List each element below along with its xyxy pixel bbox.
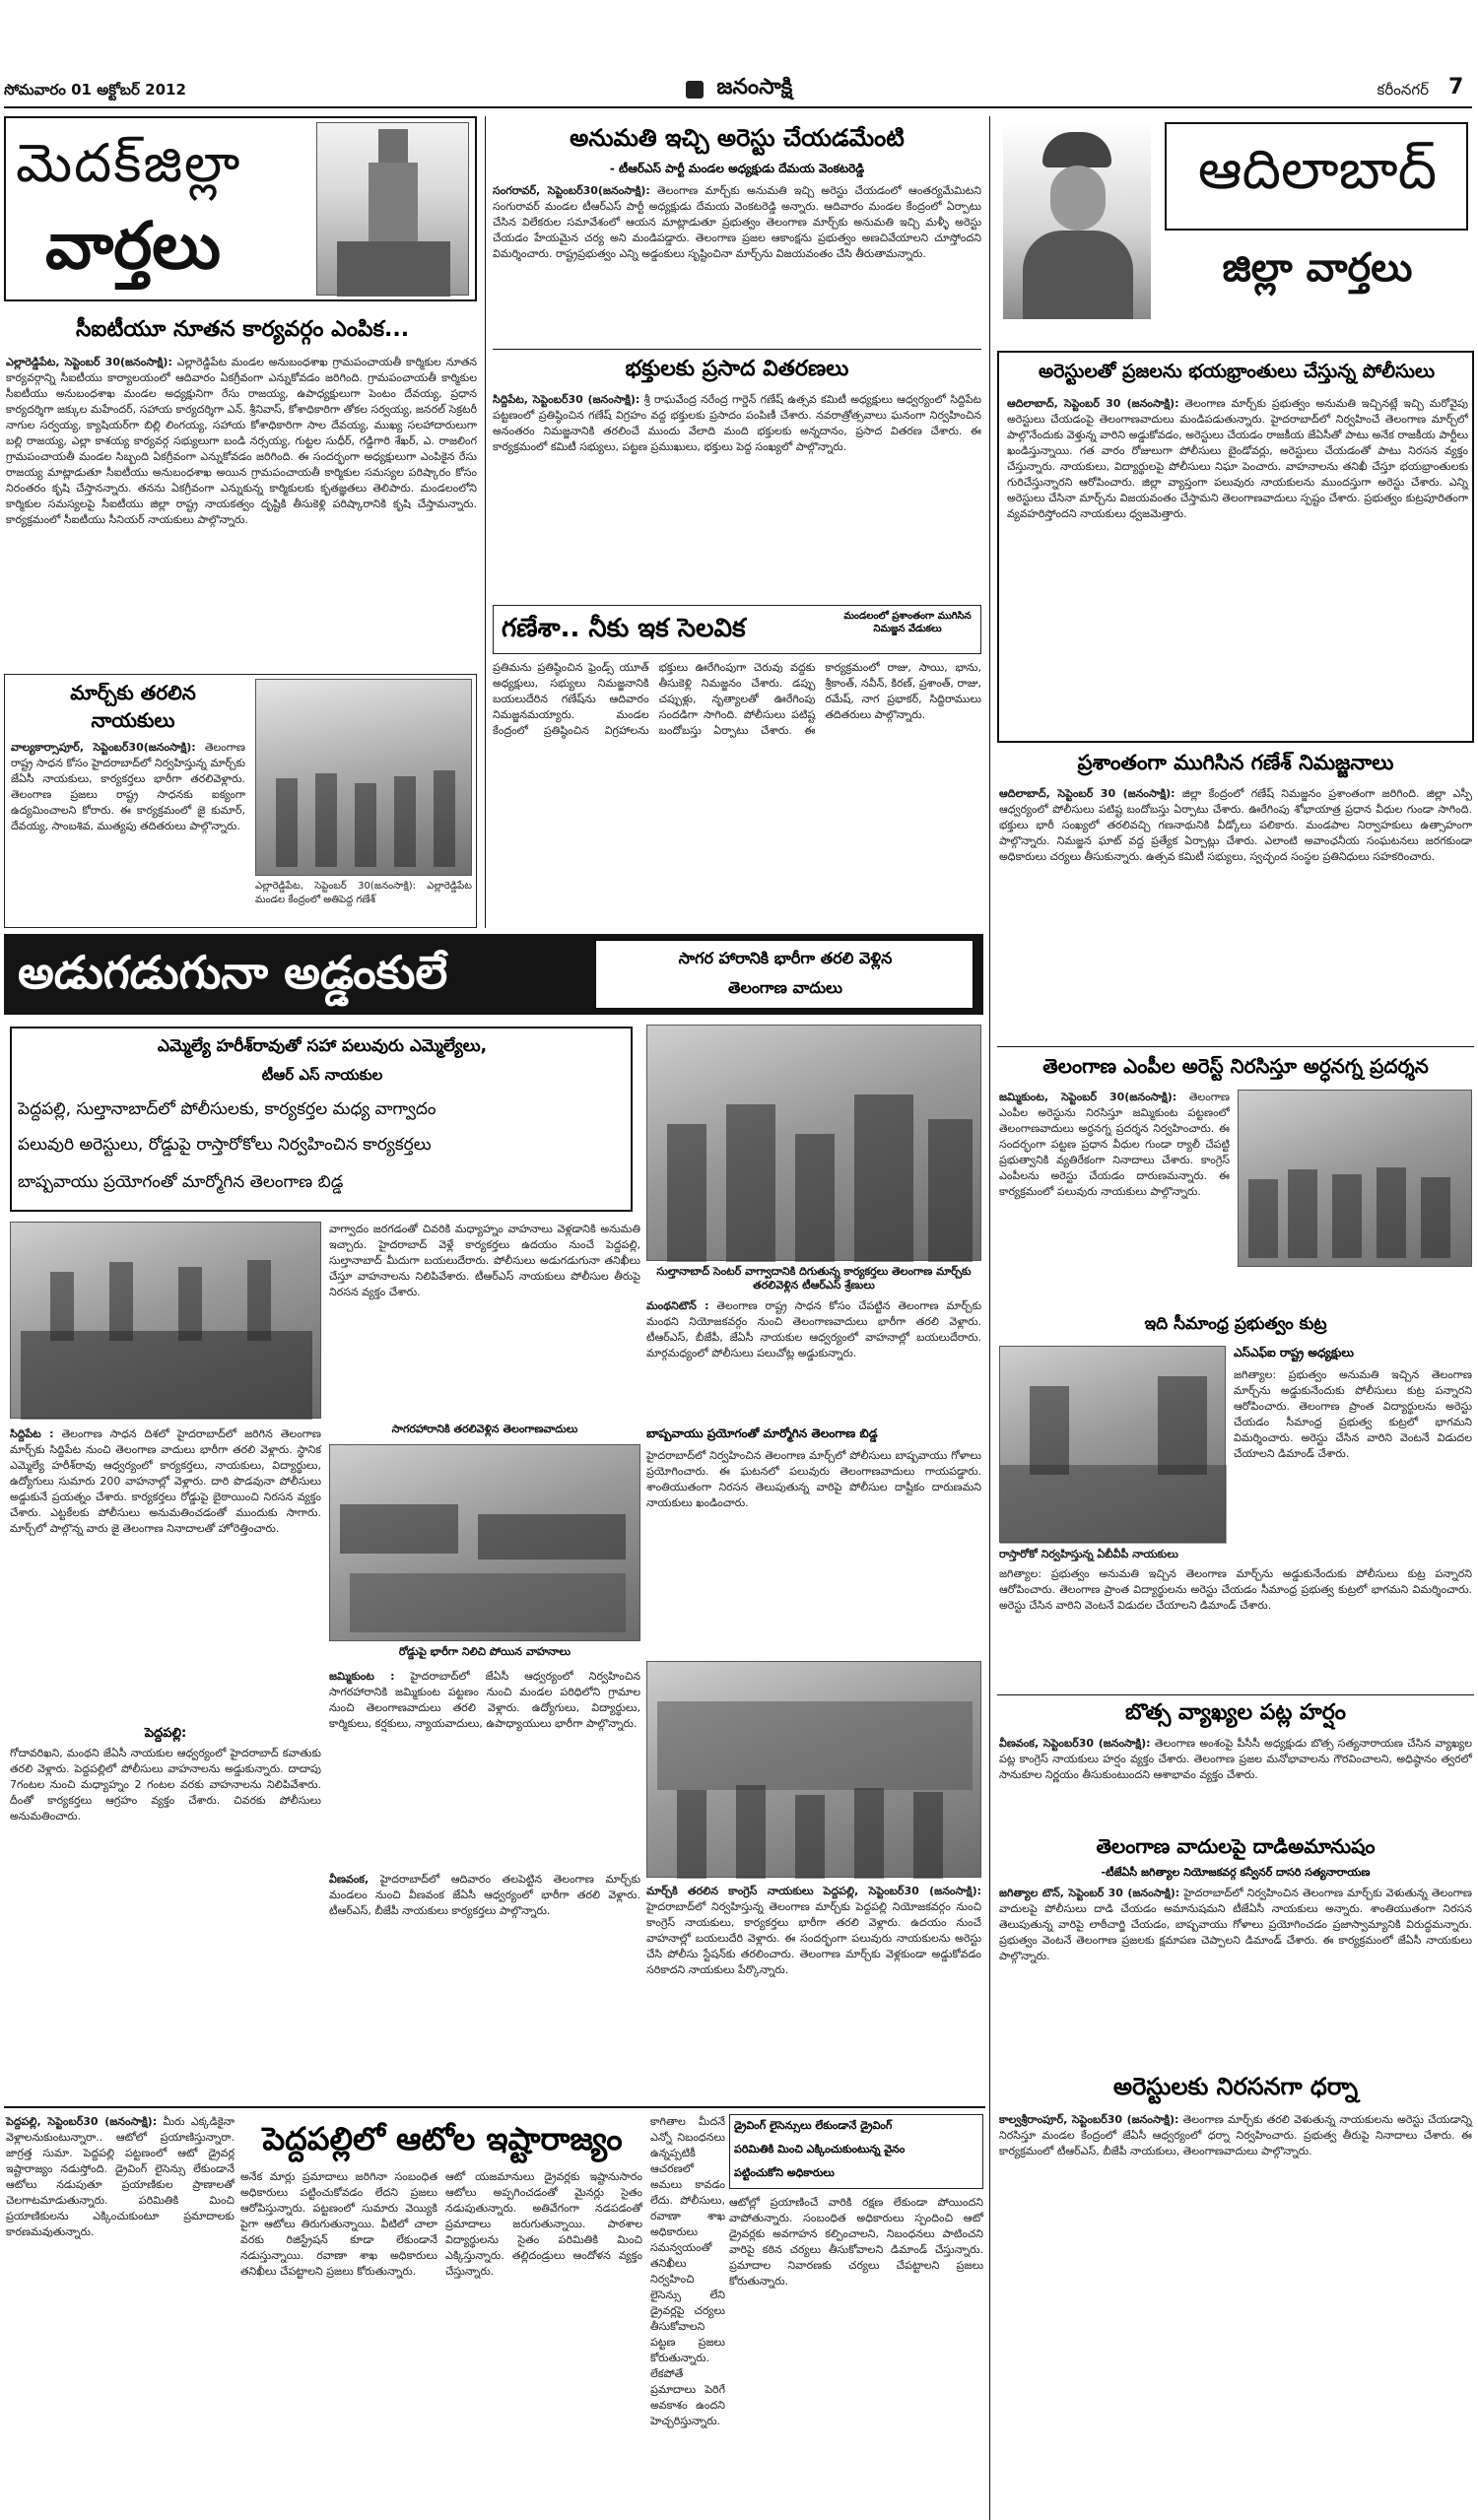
leader-portrait [1003, 122, 1151, 319]
arrests-article-box [997, 351, 1474, 743]
dadi-body: హైదరాబాద్‌లో నిర్వహించిన తెలంగాణ మార్చ్‌కు వెళుతున్న తెలంగాణ వాదులపై పోలీసులు దాడి చేయడం అమానుషమని టీజేఏసీ నాయకులు అన్నారు. శాంతియుతంగా నిరసన తెలుపుతున్న వారిపై లాఠీచార్జి చేయడం, బాష్పవాయు గోళాలు ప్రయోగించడం ప్రజాస్వామ్యానికి విరుద్ధమన్నారు. ప్రభుత్వం వెంటనే తెలంగాణ ప్రజలకు క్షమాపణ చెప్పాలని డిమాండ్ చేశారు. ఈ కార్యక్రమంలో జేఏసీ నాయకులు పాల్గొన్నారు. [999, 1887, 1473, 1962]
right-divider-1 [997, 1046, 1474, 1047]
march-photo-caption: ఎల్లారెడ్డిపేట, సెప్టెంబర్ 30(జనంసాక్షి): ఎల్లారెడ్డిపేట మండల కేంద్రంలో అతిపెద్ద గణేశ్ [255, 881, 472, 905]
citu-body: ఎల్లారెడ్డిపేట మండల అనుబంధశాఖ గ్రామపంచాయతీ కార్మికుల నూతన కార్యవర్గాన్ని సీఐటీయు కార్యాలయంలో ఆదివారం ఏకగ్రీవంగా ఎన్నుకోవడం జరిగింది. గ్రామపంచాయతీ కార్మికుల సీఐటీయు అనుబంధశాఖ మండల అధ్యక్షునిగా రేసు రాజయ్య, ఉపాధ్యక్షులుగా పెంటం దేవయ్య, ప్రధాన కార్యదర్శిగా జక్కుల మహేందర్, సహాయ కార్యదర్శిగా ఎన్. శ్రీనివాస్, కోశాధికారిగా తోకల సర్వయ్య, జనరల్ సెక్రటరీ నాగుల సర్వయ్య, క్యాషియర్‌గా బిల్లి లింగయ్య, సహాయ కోశాధికారిగా సాల దేవయ్య, ముఖ్య సలహాదారులుగా బల్లి రాజయ్య, ఎల్లా కాశయ్య కార్యవర్గ సభ్యులుగా బండి నర్సయ్య, గుట్టల సుధీర్, గడ్డిగారి శేఖర్, ఎ. రాజలింగ గ్రామపంచాయతీ మండల సిబ్బంది ఏకగ్రీవంగా ఎన్నుకోవడం జరిగింది. ఈ సందర్భంగా అధ్యక్షులుగా ఎంపికైన రేసు రాజయ్య మాట్లాడుతూ సీఐటీయు అనుబంధశాఖ అయిన గ్రామపంచాయతీ కార్మికుల సమస్యల పరిష్కారం కోసం నిరంతరం కృషి చేస్తానన్నారు. తనను ఏకగ్రీవంగా ఎన్నుకున్న కార్మికులకు కృతజ్ఞతలు తెలిపారు. మండలంలోని కార్మికుల సమస్యలపై సీఐటీయు జిల్లా రాష్ట్ర నాయకత్వం దృష్టికి తీసుకెళ్లి పరిష్కారానికి కృషి చేస్తామన్నారు. కార్యక్రమంలో సీఐటీయు సీనియర్ నాయకులు పాల్గొన్నారు. [6, 356, 477, 526]
feature-subhead-line5: బాష్పవాయు ప్రయోగంతో మార్మోగిన తెలంగాణ బిడ్డ [18, 1172, 344, 1192]
baashpa-subhead: బాష్పవాయు ప్రయోగంతో మార్మోగిన తెలంగాణ బిడ్డ [646, 1426, 878, 1440]
church-photo [316, 122, 469, 296]
dadi-dateline: జగిత్యాల టౌన్, సెప్టెంబర్ 30 (జనంసాక్షి): [999, 1887, 1180, 1899]
auto-col1-body: మీరు ఎక్కడికైనా వెళ్లాలనుకుంటున్నారా.. ఆటోలో ప్రయాణిస్తున్నారా. జాగ్రత్త సుమా. పెద్దపల్లి పట్టణంలో ఆటో డ్రైవర్ల ఇష్టారాజ్యం నడుస్తోంది. డ్రైవింగ్ లైసెన్సు లేకుండానే ఆటోలు నడుపుతూ ప్రయాణికుల ప్రాణాలతో చెలగాటమాడుతున్నారు. పరిమితికి మించి ప్రయాణికులను ఎక్కించుకుంటూ ప్రమాదాలకు కారణమవుతున్నారు. [6, 2115, 235, 2238]
dharna-headline: అరెస్టులకు నిరసనగా ధర్నా [1112, 2073, 1359, 2100]
mps-dateline: జమ్మికుంట, సెప్టెంబర్ 30(జనంసాక్షి): [999, 1091, 1177, 1103]
adilabad-title-box [1165, 122, 1468, 231]
mps-article [999, 1090, 1230, 1306]
mps-protest-photo [1238, 1090, 1472, 1267]
march-photo [255, 679, 472, 876]
march-headline-line2: నాయకులు [91, 708, 175, 732]
column-rule-right [989, 116, 990, 2520]
masthead-edition: కరీంనగర్ [1377, 81, 1429, 99]
prasadam-article [493, 392, 981, 599]
driving-headline-line1: డ్రైవింగ్ లైసెన్సులు లేకుండానే డ్రైవింగ్ [734, 2119, 893, 2132]
veenavanka-article [329, 1872, 640, 2100]
center-divider-1 [493, 349, 981, 350]
feature-col3-bottom [646, 1884, 981, 2100]
prasadam-headline: భక్తులకు ప్రసాద వితరణలు [625, 357, 849, 381]
ganesha-article: ప్రతిమను ప్రతిష్ఠించిన ఫ్రెండ్స్ యూత్ అధ్యక్షులు, సభ్యులు నిమజ్జనానికి బయలుదేరిన గణేష్‌ను ఆదివారం నిమజ్జనమయ్యారు. మండల కేంద్రంలో ప్రతిష్ఠించిన విగ్రహాలను భక్తులు ఊరేగింపుగా చెరువు వద్దకు తీసుకెళ్లి నిమజ్జనం చేశారు. డప్పు చప్పుళ్లు, నృత్యాలతో ఊరేగింపు సందడిగా సాగింది. పోలీసులు పటిష్ట బందోబస్తు ఏర్పాటు చేశారు. ఈ కార్యక్రమంలో రాజు, సాయి, భాను, శ్రీకాంత్, నవీన్, కిరణ్, ప్రశాంత్, రాజు, రమేష్, నాగ ప్రభాకర్, సిద్దిరాములు తదితరులు పాల్గొన్నారు. [493, 661, 981, 737]
driving-headline-line2: పరిమితికి మించి ఎక్కించుకుంటున్న వైనం [734, 2143, 906, 2155]
march-headline-line1: మార్చ్‌కు తరలిన [70, 681, 196, 704]
masthead-rule [4, 106, 1472, 108]
arrests-body: తెలంగాణ మార్చ్‌కు ప్రభుత్వం అనుమతి ఇచ్చినట్లే ఇచ్చి మరోవైపు అరెస్టులు చేయడంపై తెలంగాణవాదులు మండిపడుతున్నారు. హైదరాబాద్‌లో నిర్వహించే తెలంగాణ మార్చ్‌లో పాల్గొనేందుకు వెళ్తున్న వారిని అడ్డుకోవడం, అరెస్టులు చేయడం రాజకీయ జేఏసీతో పాటు అనేక రాజకీయ పార్టీలు ఖండిస్తున్నాయి. గత వారం రోజులుగా పోలీసులు బైండోవర్లు, అరెస్టులు చేయడంతో పాటు నిరసన వ్యక్తం చేస్తున్నారు. నాయకులు, విద్యార్థులపై పోలీసులు నిఘా పెంచారు. వాహనాలను తనిఖీ చేస్తూ భయభ్రాంతులకు గురిచేస్తున్నారని ఆరోపించారు. జిల్లా వ్యాప్తంగా పలువురు నాయకులను ముందస్తుగా అరెస్టు చేశారు. ఎన్ని అరెస్టులు చేసినా మార్చ్‌ను విజయవంతం చేస్తామని తెలంగాణవాదులు స్పష్టం చేశారు. ప్రభుత్వం కుట్రపూరితంగా వ్యవహరిస్తోందని నాయకులు ధ్వజమెత్తారు. [1007, 397, 1468, 520]
feature-banner-box [595, 940, 974, 1009]
seemandhra-extra: జగిత్యాల: ప్రభుత్వం అనుమతి ఇచ్చిన తెలంగాణ మార్చ్‌ను అడ్డుకునేందుకు పోలీసులు కుట్ర పన్నారని ఆరోపించారు. తెలంగాణ ప్రాంత విద్యార్థులను అరెస్టు చేయడం సీమాంధ్ర ప్రభుత్వ కుట్రలో భాగమని విమర్శించారు. అరెస్టు చేసిన వారిని వెంటనే విడుదల చేయాలని డిమాండ్ చేశారు. [999, 1567, 1472, 1612]
col3-body: ఈ సందర్భంగా పలువురు నాయకులను అరెస్టు చేసి పోలీసు స్టేషన్‌కు తరలించారు. తెలంగాణ మార్చ్‌కు వెళ్లకుండా అడ్డుకోవడం సరికాదని నాయకులు పేర్కొన్నారు. [646, 1932, 982, 1976]
dharna-dateline: కాల్వశ్రీరాంపూర్, సెప్టెంబర్30 (జనంసాక్షి): [999, 2113, 1179, 2126]
dadi-article [999, 1886, 1472, 2069]
nimajjanam-headline: ప్రశాంతంగా ముగిసిన గణేశ్ నిమజ్జనాలు [1077, 751, 1394, 774]
nimajjanam-body: జిల్లా కేంద్రంలో గణేష్ నిమజ్జనం ప్రశాంతంగా జరిగింది. జిల్లా ఎస్పీ ఆధ్వర్యంలో పోలీసులు పటిష్ట బందోబస్తు ఏర్పాటు చేశారు. ఊరేగింపు శోభాయాత్ర ప్రధాన వీధుల గుండా సాగింది. భక్తులు భారీ సంఖ్యలో తరలివచ్చి గణనాథునికి వీడ్కోలు పలికారు. మండపాల నిర్వాహకులు ఉత్సాహంగా పాల్గొన్నారు. నిమజ్జన ఘాట్ వద్ద ప్రత్యేక ఏర్పాట్లు చేశారు. ఎలాంటి అవాంఛనీయ సంఘటనలు జరగకుండా అధికారులు చర్యలు తీసుకున్నారు. ఉత్సవ కమిటీ సభ్యులు, స్వచ్ఛంద సంస్థల ప్రతినిధులు సహకరించారు. [999, 787, 1472, 863]
botsa-dateline: వీణవంక, సెప్టెంబర్30 (జనంసాక్షి): [999, 1737, 1151, 1750]
adilabad-subtitle: జిల్లా వార్తలు [1222, 244, 1413, 291]
ganesha-headline: గణేశా.. నీకు ఇక సెలవిక [502, 614, 746, 643]
feature-photo-2-caption: సాగరహారానికి తరలివెళ్లిన తెలంగాణవాదులు [391, 1423, 578, 1435]
feature-col2-article-text [329, 1222, 640, 1419]
feature-col2-body-a: వాగ్వాదం జరగడంతో చివరికి మధ్యాహ్నం వాహనాలు వెళ్లడానికి అనుమతి ఇచ్చారు. హైదరాబాద్ వెళ్లే కార్యకర్తలు ఉదయం నుంచే పెద్దపల్లి, సుల్తానాబాద్ మీదుగా బయలుదేరారు. పోలీసులు అడుగడుగునా తనిఖీలు చేస్తూ వాహనాలను నిలిపివేశారు. టీఆర్ఎస్ నాయకులు పోలీసుల తీరుపై నిరసన వ్యక్తం చేశారు. [329, 1223, 640, 1298]
citu-article [6, 355, 477, 668]
feature-banner-title: అడుగడుగునా అడ్డంకులే [18, 946, 448, 999]
jammikunta-body: హైదరాబాద్‌లో జేఏసీ ఆధ్వర్యంలో నిర్వహించిన సాగరహారానికి జమ్మికుంట పట్టణం నుంచి మండల పరిధిలోని గ్రామాల నుంచి తెలంగాణవాదులు తరలి వెళ్లారు. ఉద్యోగులు, విద్యార్థులు, కార్మికులు, కర్షకులు, న్యాయవాదులు, ఉపాధ్యాయులు భారీగా పాల్గొన్నారు. [329, 1670, 640, 1730]
feature-subhead-line3: పెద్దపల్లి, సుల్తానాబాద్‌లో పోలీసులకు, కార్యకర్తల మధ్య వాగ్వాదం [18, 1099, 437, 1119]
veenavanka-body: హైదరాబాద్‌లో ఆదివారం తలపెట్టిన తెలంగాణ మార్చ్‌కు మండలం నుంచి వీణవంక జేఏసీ ఆధ్వర్యంలో భారీగా తరలి వెళ్లారు. టీఆర్ఎస్, బీజేపీ నాయకులు కార్యకర్తలు పాల్గొన్నారు. [329, 1873, 641, 1917]
botsa-article [999, 1736, 1472, 1830]
arrests-headline: అరెస్టులతో ప్రజలను భయభ్రాంతులు చేస్తున్న పోలీసులు [1038, 361, 1436, 382]
feature-banner [4, 934, 983, 1015]
medak-title-line1: మెదక్‌జిల్లా [16, 132, 242, 194]
masthead-date: సోమవారం 01 అక్టోబర్ 2012 [4, 81, 186, 99]
auto-headline: పెద్దపల్లిలో ఆటోల ఇష్టారాజ్యం [262, 2120, 623, 2157]
dharna-article [999, 2112, 1472, 2260]
anumati-article [493, 183, 981, 345]
ganesha-subhead: మండలంలో ప్రశాంతంగా ముగిసిన నిమజ్జన వేడుకలు [843, 611, 972, 634]
auto-dateline: పెద్దపల్లి, సెప్టెంబర్30 (జనంసాక్షి): [6, 2115, 158, 2128]
col2-dateline: పెద్దపల్లి, సెప్టెంబర్30 (జనంసాక్షి): [823, 1885, 982, 1897]
march-dateline: వాల్యకార్సాపూర్, సెప్టెంబర్30(జనంసాక్షి): [11, 741, 196, 754]
march-body: తెలంగాణ రాష్ట్ర సాధన కోసం హైదరాబాద్‌లో నిర్వహిస్తున్న మార్చ్‌కు జేఏసీ నాయకులు, కార్యకర్తలు భారీగా తరలివెళ్లారు. తెలంగాణ ప్రజలు రాష్ట్ర సాధనకు ఐక్యంగా ఉద్యమించాలని కోరారు. ఈ కార్యక్రమంలో జై కుమార్, దేవయ్య, సాంబశివ, ముత్యపు తదితరులు పాల్గొన్నారు. [11, 741, 245, 832]
medak-title-box [4, 116, 477, 301]
page-number: 7 [1448, 75, 1464, 99]
siddipet-dateline: సిద్దిపేట : [10, 1427, 54, 1440]
masthead-logo [631, 75, 847, 104]
jammikunta-dateline: జమ్మికుంట : [329, 1670, 395, 1683]
ganesha-headline-box [493, 605, 981, 654]
peddapalli-subhead: పెద్దపల్లి: [144, 1726, 187, 1741]
col2-body2: హైదరాబాద్‌లో నిర్వహిస్తున్న తెలంగాణ మార్చ్‌కు పెద్దపల్లి నియోజకవర్గం నుంచి కాంగ్రెస్ నాయకులు, కార్యకర్తలు భారీగా తరలి వెళ్లారు. ఉదయం నుంచే వాహనాల్లో బయలుదేరి వెళ్లారు. [646, 1900, 981, 1945]
citu-dateline: ఎల్లారెడ్డిపేట, సెప్టెంబర్ 30(జనంసాక్షి): [6, 356, 172, 368]
feature-photo-crowd-2 [10, 1222, 321, 1419]
column-rule-left [485, 116, 486, 928]
feature-photo-bus [646, 1661, 981, 1878]
feature-photo-vehicles [329, 1444, 640, 1641]
prasadam-body: శ్రీ రాఘవేంద్ర నరేంద్ర గార్డెన్ గణేష్ ఉత్సవ కమిటీ అధ్యక్షులు ఆధ్వర్యంలో సిద్దిపేట పట్టణంలో ప్రతిష్ఠించిన గణేష్ విగ్రహం వద్ద భక్తులకు ప్రసాదం పంపిణీ చేశారు. నవరాత్రోత్సవాలు ఘనంగా నిర్వహించిన అనంతరం నిమజ్జనానికి తరలించే ముందు వేలాది మంది భక్తులకు అన్నదానం, ప్రసాద వితరణ చేశారు. ఈ కార్యక్రమంలో కమిటీ సభ్యులు, పట్టణ ప్రముఖులు, భక్తులు పెద్ద సంఖ్యలో పాల్గొన్నారు. [493, 393, 982, 453]
nimajjanam-article [999, 786, 1472, 1040]
mps-body: తెలంగాణ ఎంపీల అరెస్టును నిరసిస్తూ జమ్మికుంట పట్టణంలో తెలంగాణవాదులు అర్ధనగ్న ప్రదర్శన నిర్వహించారు. ఈ సందర్భంగా పట్టణ ప్రధాన వీధుల గుండా ర్యాలీ చేపట్టి ప్రభుత్వానికి వ్యతిరేకంగా నినాదాలు చేశారు. కాంగ్రెస్ ఎంపీలను అరెస్టు చేయడం దారుణమన్నారు. ఈ కార్యక్రమంలో పలువురు నాయకులు పాల్గొన్నారు. [999, 1091, 1231, 1198]
feature-banner-box-line2: తెలంగాణ వాదులు [728, 978, 842, 997]
arrests-dateline: ఆదిలాబాద్, సెప్టెంబర్ 30 (జనంసాక్షి): [1007, 397, 1179, 410]
botsa-body: తెలంగాణ అంశంపై పీసీసీ అధ్యక్షుడు బొత్స సత్యనారాయణ చేసిన వ్యాఖ్యల పట్ల కాంగ్రెస్ నాయకులు హర్షం వ్యక్తం చేశారు. తెలంగాణ ప్రజల మనోభావాలను గౌరవించాలని, అధిష్ఠానం త్వరలో సానుకూల నిర్ణయం తీసుకుంటుందని ఆశాభావం వ్యక్తం చేశారు. [999, 1737, 1473, 1781]
logo-icon [686, 81, 704, 99]
feature-subhead-box [10, 1027, 633, 1212]
feature-col3-article [646, 1298, 981, 1419]
driving-headline-box [729, 2114, 983, 2189]
feature-subhead-line4: పలువురి అరెస్టులు, రోడ్డుపై రాస్తారోకోలు నిర్వహించిన కార్యకర్తలు [18, 1135, 432, 1155]
feature-banner-box-line1: సాగర హారానికి భారీగా తరలి వెళ్లిన [678, 949, 893, 967]
anumati-body: తెలంగాణ మార్చ్‌కు అనుమతి ఇచ్చి అరెస్టు చేయడంలో ఆంతర్యమేమిటని సంగురావర్ మండల టీఆర్ఎస్ పార్టీ అధ్యక్షుడు దేమయ వెంకటరెడ్డి అన్నారు. ఆదివారం మండల కేంద్రంలో ఏర్పాటు చేసిన విలేకరుల సమావేశంలో ఆయన మాట్లాడుతూ ప్రభుత్వం తెలంగాణ మార్చ్‌కు అనుమతి ఇచ్చి మళ్ళీ అరెస్టు చేయడం హేయమైన చర్య అని మండిపడ్డారు. తెలంగాణ ప్రజల ఆకాంక్షను ప్రభుత్వం అణచివేయాలని చూస్తోందని విమర్శించారు. రాష్ట్రప్రభుత్వం ఎన్ని అడ్డంకులు సృష్టించినా మార్చ్‌ను విజయవంతం చేసి తీరుతామన్నారు. [493, 184, 982, 260]
auto-col2: అనేక మార్లు ప్రమాదాలు జరిగినా సంబంధిత అధికారులు పట్టించుకోవడం లేదని ప్రజలు ఆరోపిస్తున్నారు. పట్టణంలో సుమారు వెయ్యికి పైగా ఆటోలు తిరుగుతున్నాయి. వీటిలో చాలా వరకు రిజిస్ట్రేషన్ కూడా లేకుండానే నడుస్తున్నాయి. రవాణా శాఖ అధికారులు తనిఖీలు చేపట్టాలని ప్రజలు కోరుతున్నారు. [240, 2170, 437, 2278]
mps-headline: తెలంగాణ ఎంపీల అరెస్ట్ నిరసిస్తూ అర్ధనగ్న ప్రదర్శన [1042, 1054, 1429, 1078]
feature-photo-1-caption: సుల్తానాబాద్ సెంటర్ వాగ్వాదానికి దిగుతున్న కార్యకర్తలు తెలంగాణ మార్చ్‌కు తరలివెళ్లిన టీఆర్ఎస్ శ్రేణులు [656, 1265, 972, 1292]
veenavanka-dateline: వీణవంక, [329, 1873, 370, 1886]
peddapalli-article: గోదావరిఖని, మంథని జేఏసీ నాయకుల ఆధ్వర్యంలో హైదరాబాద్ కవాతుకు తరలి వెళ్లారు. పెద్దపల్లిలో పోలీసులు వాహనాలను అడ్డుకున్నారు. దాదాపు 7గంటల నుంచి మధ్యాహ్నం 2 గంటల వరకు వాహనాలను నిలిపివేశారు. దీంతో కార్యకర్తలు ఆగ్రహం వ్యక్తం చేశారు. చివరకు పోలీసులు అనుమతించారు. [10, 1747, 321, 1823]
jammikunta-article [329, 1669, 640, 1866]
arrests-article [1007, 396, 1468, 739]
manthani-dateline: మంథనిటౌన్ : [646, 1299, 709, 1312]
nimajjanam-dateline: ఆదిలాబాద్, సెప్టెంబర్ 30 (జనంసాక్షి): [999, 787, 1176, 800]
auto-col5: ఆటోల్లో ప్రయాణించే వారికి రక్షణ లేకుండా పోయిందని వాపోతున్నారు. సంబంధిత అధికారులు స్పందించి ఆటో డ్రైవర్లకు అవగాహన కల్పించాలని, నిబంధనలు పాటించని వారిపై కఠిన చర్యలు తీసుకోవాలని డిమాండ్ చేస్తున్నారు. ప్రమాదాల నివారణకు చర్యలు చేపట్టాలని ప్రజలు కోరుతున్నారు. [729, 2196, 983, 2288]
adilabad-title-area [997, 116, 1474, 345]
right-divider-2 [997, 1694, 1474, 1695]
siddipet-body: తెలంగాణ సాధన దిశలో హైదరాబాద్‌లో జరిగిన తెలంగాణ మార్చ్‌కు సిద్దిపేట నుంచి తెలంగాణ వాదులు భారీగా తరలి వెళ్లారు. స్థానిక ఎమ్మెల్యే హరీశ్‌రావు ఆధ్వర్యంలో కార్యకర్తలు, నాయకులు, విద్యార్థులు, ఉద్యోగులు సుమారు 200 వాహనాల్లో వెళ్లారు. దారి పొడవునా పోలీసులు అడ్డుకునే ప్రయత్నం చేశారు. కార్యకర్తలు రోడ్డుపై బైఠాయించి నిరసన వ్యక్తం చేశారు. ఎట్టకేలకు పోలీసులు అనుమతించడంతో ముందుకు సాగారు. మార్చ్‌లో పాల్గొన్న వారు జై తెలంగాణ నినాదాలతో హోరెత్తించారు. [10, 1427, 321, 1535]
seemandhra-subhead: ఎస్ఎఫ్ఐ రాష్ట్ర అధ్యక్షులు [1234, 1346, 1354, 1359]
feature-photo-3-caption: రోడ్డుపై భారీగా నిలిచి పోయిన వాహనాలు [398, 1645, 571, 1658]
anumati-dateline: సంగరావర్, సెప్టెంబర్30(జనంసాక్షి): [493, 184, 650, 197]
driving-headline-line3: పట్టించుకోని అధికారులు [734, 2166, 835, 2179]
auto-col1 [6, 2114, 235, 2410]
feature-subhead-line2: టీఆర్ ఎస్ నాయకుల [261, 1066, 383, 1084]
auto-col4: కాగితాల మీదనే ఎన్నో నిబంధనలు ఉన్నప్పటికీ ఆచరణలో అమలు కావడం లేదు. పోలీసులు, రవాణా శాఖ అధికారులు సమన్వయంతో తనిఖీలు నిర్వహించి లైసెన్సు లేని డ్రైవర్లపై చర్యలు తీసుకోవాలని పట్టణ ప్రజలు కోరుతున్నారు. లేకపోతే ప్రమాదాలు పెరిగే అవకాశం ఉందని హెచ్చరిస్తున్నారు. [650, 2115, 725, 2427]
feature-photo-crowd-1 [646, 1025, 981, 1261]
anumati-headline: అనుమతి ఇచ్చి అరెస్టు చేయడమేంటి [570, 124, 905, 152]
medak-title-line2: వార్తలు [45, 207, 221, 284]
manthani-body: తెలంగాణ రాష్ట్ర సాధన కోసం చేపట్టిన తెలంగాణ మార్చ్‌కు మంథని నియోజకవర్గం నుంచి తెలంగాణవాదులు భారీగా తరలి వెళ్లారు. టీఆర్ఎస్, బీజేపీ, జేఏసీ నాయకుల ఆధ్వర్యంలో వాహనాల్లో బయలుదేరారు. మార్గమధ్యంలో పోలీసులు పలుచోట్ల అడ్డుకున్నారు. [646, 1299, 981, 1359]
dadi-headline: తెలంగాణ వాదులపై దాడిఅమానుషం [1096, 1834, 1376, 1858]
feature-subhead-line1: ఎమ్మెల్యే హరీశ్‌రావుతో సహా పలువురు ఎమ్మెల్యేలు, [157, 1036, 488, 1056]
anumati-byline: - టీఆర్ఎస్ పార్టీ మండల అధ్యక్షుడు దేమయ వెంకటరెడ్డి [609, 162, 865, 175]
dharna-body: తెలంగాణ మార్చ్‌కు తరలి వెళుతున్న నాయకులను అరెస్టు చేయడాన్ని నిరసిస్తూ మండల కేంద్రంలో జేఏసీ ఆధ్వర్యంలో ధర్నా నిర్వహించారు. ప్రభుత్వ తీరుపై నినాదాలు చేశారు. ఈ కార్యక్రమంలో టీఆర్ఎస్, బీజేపీ నాయకులు, తెలంగాణవాదులు పాల్గొన్నారు. [999, 2113, 1472, 2157]
march-article-box [4, 674, 477, 928]
siddipet-article [10, 1426, 321, 1722]
prasadam-dateline: సిద్దిపేట, సెప్టెంబర్30 (జనంసాక్షి): [493, 393, 640, 406]
adilabad-title: ఆదిలాబాద్ [1197, 138, 1438, 202]
auto-col3: ఆటో యజమానులు డ్రైవర్లకు ఇష్టానుసారం ఆటోలు అప్పగించడంతో మైనర్లు సైతం నడుపుతున్నారు. అతివేగంగా నడపడంతో ప్రమాదాలు జరుగుతున్నాయి. పాఠశాల విద్యార్థులను సైతం పరిమితికి మించి ఎక్కిస్తున్నారు. తల్లిదండ్రులు ఆందోళన వ్యక్తం చేస్తున్నారు. [445, 2170, 642, 2278]
march-article [11, 740, 245, 925]
col2-sub: మార్చ్‌కి తరలిన కాంగ్రెస్ నాయకులు [646, 1885, 814, 1897]
logo-text: జనంసాక్షి [716, 75, 793, 99]
seemandhra-article: జగిత్యాల: ప్రభుత్వం అనుమతి ఇచ్చిన తెలంగాణ మార్చ్‌ను అడ్డుకునేందుకు పోలీసులు కుట్ర పన్నారని ఆరోపించారు. తెలంగాణ ప్రాంత విద్యార్థులను అరెస్టు చేయడం సీమాంధ్ర ప్రభుత్వ కుట్రలో భాగమని విమర్శించారు. అరెస్టు చేసిన వారిని వెంటనే విడుదల చేయాలని డిమాండ్ చేశారు. [1234, 1368, 1472, 1460]
baashpa-article: హైదరాబాద్‌లో నిర్వహించిన తెలంగాణ మార్చ్‌లో పోలీసులు బాష్పవాయు గోళాలు ప్రయోగించారు. ఈ ఘటనలో పలువురు తెలంగాణవాదులు గాయపడ్డారు. శాంతియుతంగా నిరసన తెలుపుతున్న వారిపై పోలీసుల దాష్టీకం దారుణమని నాయకులు ఖండించారు. [646, 1449, 981, 1509]
botsa-headline: బొత్స వ్యాఖ్యల పట్ల హర్షం [1125, 1700, 1346, 1725]
citu-headline: సీఐటీయూ నూతన కార్యవర్గం ఎంపిక... [75, 317, 410, 342]
dadi-byline: -టీజేఏసీ జగిత్యాల నియోజకవర్గ కన్వీనర్ దాసరి సత్యనారాయణ [1101, 1866, 1371, 1879]
seemandhra-caption: రాస్తారోకో నిర్వహిస్తున్న ఏబీవీపీ నాయకులు [999, 1548, 1178, 1560]
seemandhra-headline: ఇది సీమాంధ్ర ప్రభుత్వం కుట్ర [1144, 1314, 1327, 1334]
abvp-rasta-roko-photo [999, 1346, 1226, 1543]
feature-bottom-rule [4, 2106, 985, 2108]
